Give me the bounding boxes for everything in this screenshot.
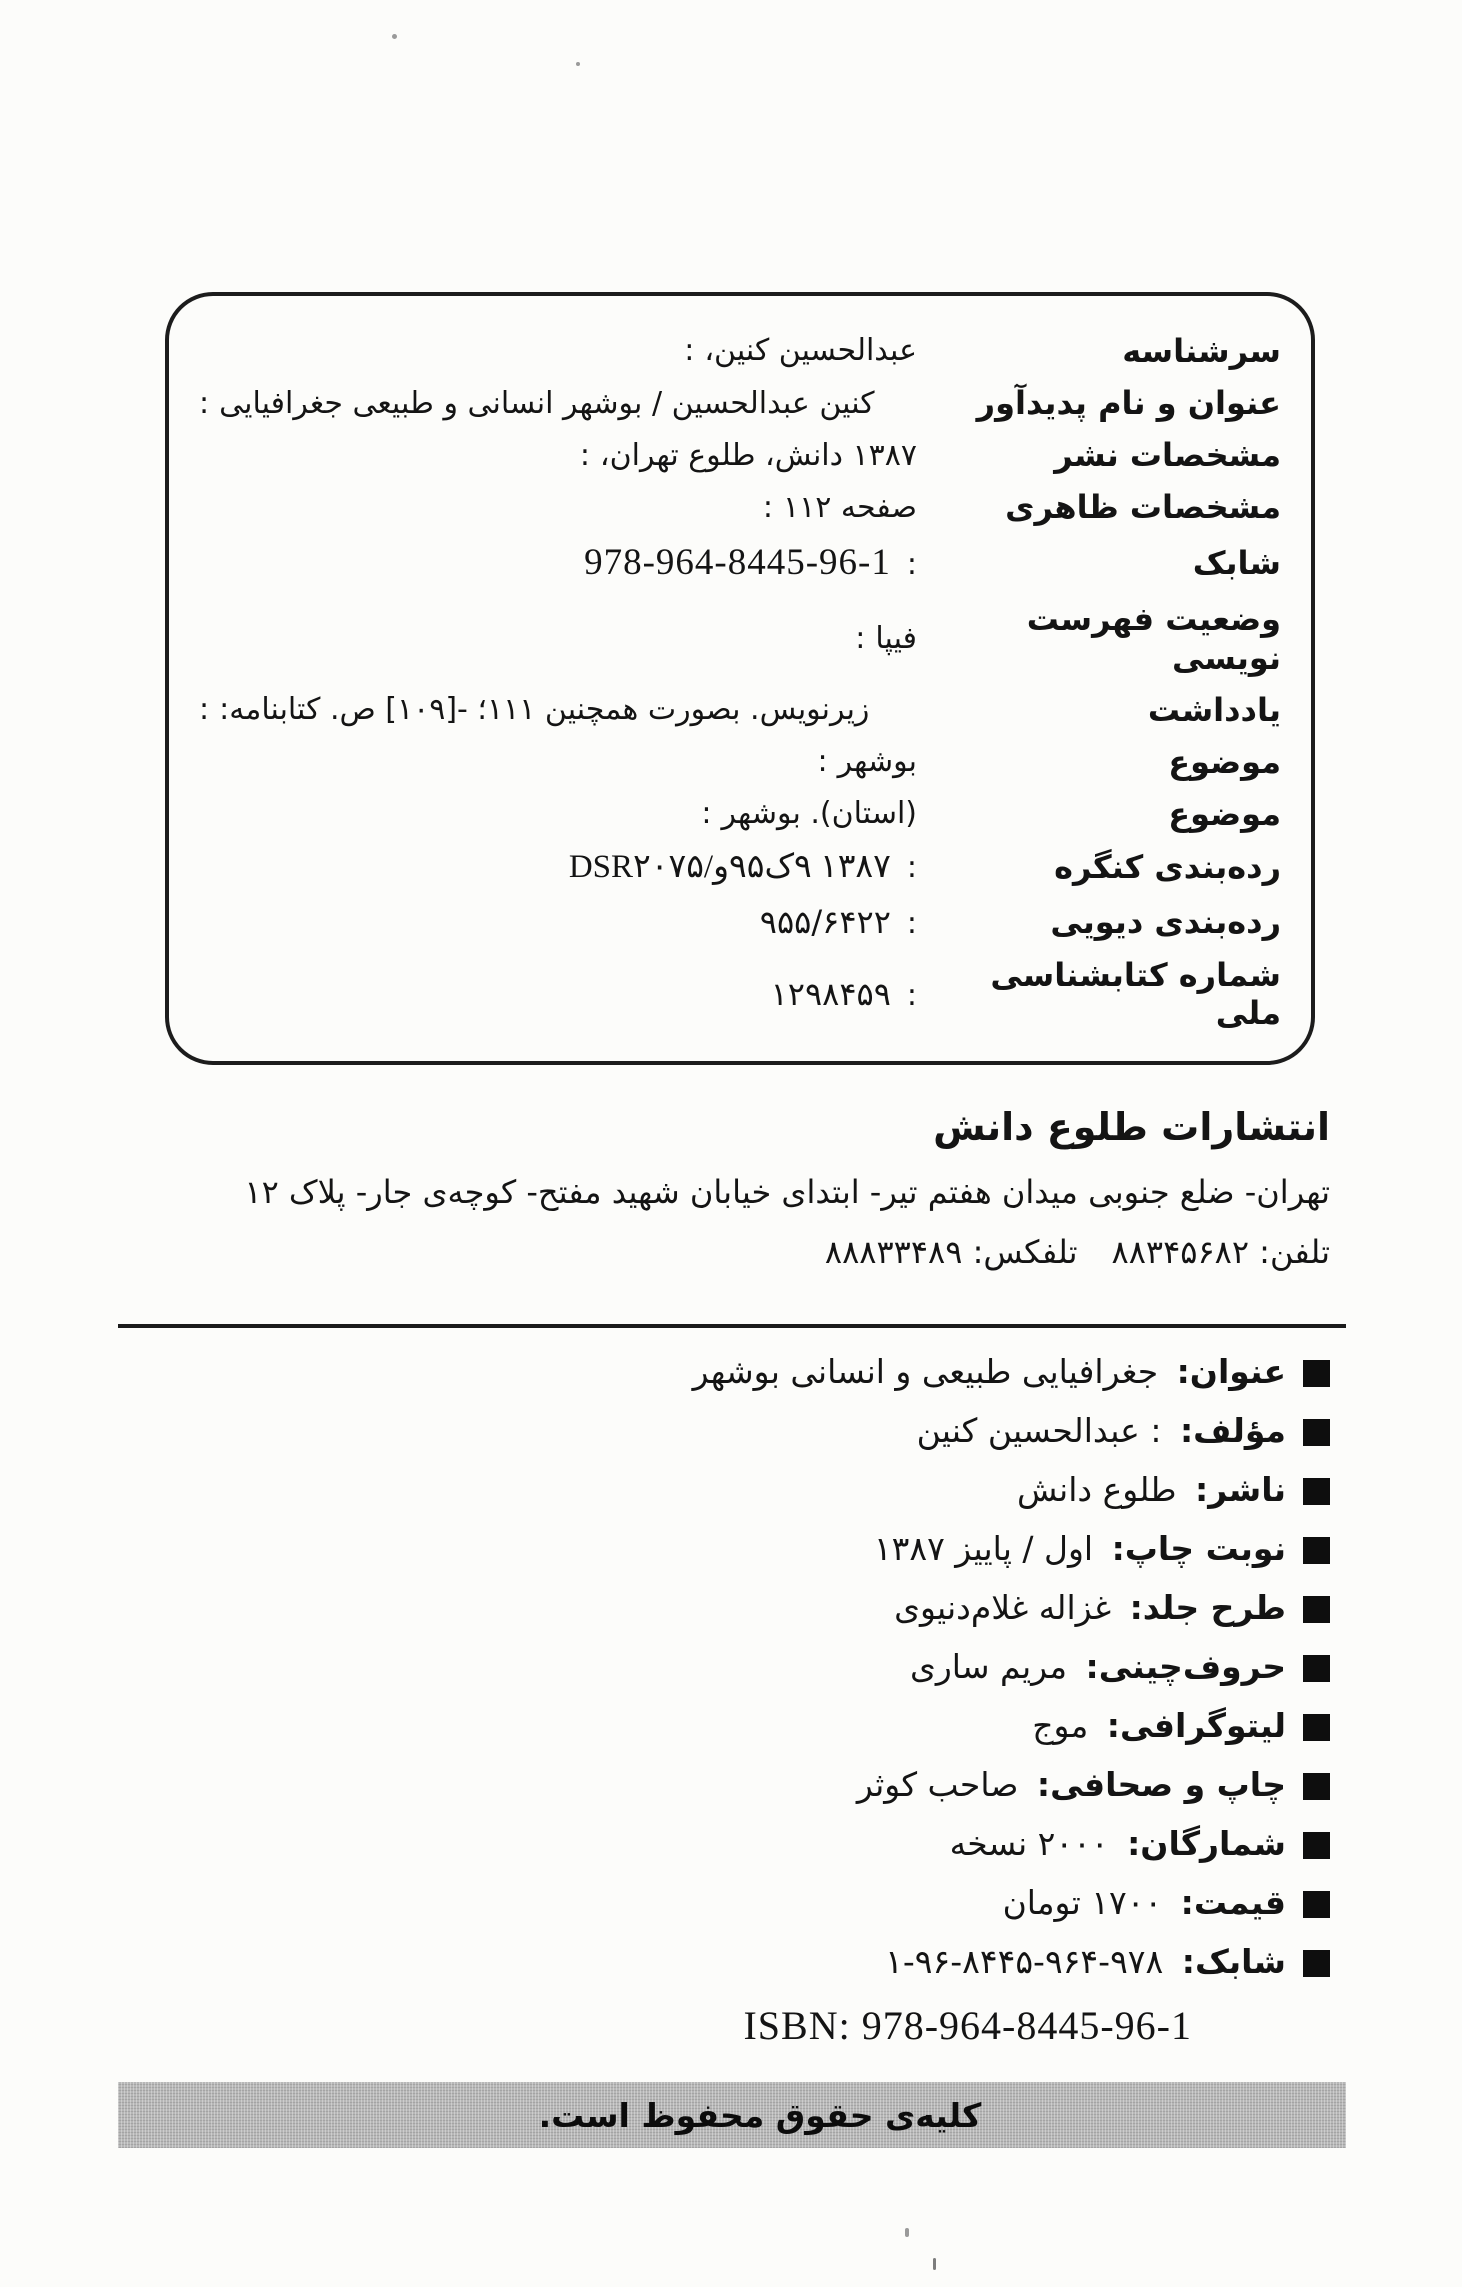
colophon-item-text: چاپ و صحافی: صاحب کوثر bbox=[856, 1765, 1286, 1804]
cip-field-value bbox=[199, 902, 931, 943]
rights-banner bbox=[118, 2082, 1346, 2148]
colophon-item-text: مؤلف: : عبدالحسین کنین bbox=[916, 1411, 1286, 1450]
colophon-item-publisher bbox=[120, 1470, 1330, 1510]
lc-call-number: DSR۲۰۷۵/و۹۵ک۹ ۱۳۸۷ bbox=[568, 848, 891, 885]
phone-label: تلفن: bbox=[1259, 1233, 1330, 1271]
cip-field-value bbox=[199, 437, 931, 475]
cip-row-subject-1 bbox=[199, 743, 1283, 781]
colon: : bbox=[906, 905, 917, 941]
cip-field-value bbox=[199, 743, 931, 781]
cip-row-physical bbox=[199, 488, 1283, 526]
cip-field-label: موضوع bbox=[1168, 794, 1281, 833]
cip-field-label: سرشناسه bbox=[1122, 332, 1281, 370]
colophon-item-print-run bbox=[120, 1824, 1330, 1864]
colon: : bbox=[684, 333, 695, 369]
cip-field-value bbox=[199, 974, 931, 1015]
cip-value-text: بوشهر (استان). bbox=[721, 796, 917, 832]
cip-value-text: جغرافیایی طبیعی و انسانی بوشهر / عبدالحسین کنین bbox=[219, 385, 875, 421]
cip-field-value bbox=[199, 385, 931, 423]
square-bullet-icon bbox=[1303, 1478, 1330, 1505]
colophon-list bbox=[120, 1352, 1330, 2001]
rights-notice: کلیه‌ی حقوق محفوظ است. bbox=[538, 2095, 982, 2135]
square-bullet-icon bbox=[1303, 1714, 1330, 1741]
cip-value-text: فیپا bbox=[875, 620, 917, 656]
cip-field-label: وضعیت فهرست نویسی bbox=[1026, 600, 1281, 677]
scan-speck bbox=[576, 62, 580, 66]
isbn-number: 978-964-8445-96-1 bbox=[584, 542, 891, 584]
square-bullet-icon bbox=[1303, 1891, 1330, 1918]
colophon-item-title bbox=[120, 1352, 1330, 1392]
colon: : bbox=[199, 385, 210, 421]
colophon-item-text: حروف‌چینی: مریم ساری bbox=[910, 1647, 1286, 1686]
cip-value-text: بوشهر bbox=[837, 744, 917, 780]
national-bib-number: ۱۲۹۸۴۵۹ bbox=[770, 975, 891, 1014]
colon: : bbox=[855, 620, 866, 656]
colophon-item-text: ناشر: طلوع دانش bbox=[1016, 1470, 1286, 1509]
cip-field-label: رده‌بندی دیویی bbox=[1050, 902, 1281, 941]
cip-field-value bbox=[199, 620, 931, 658]
publisher-phone bbox=[120, 1233, 1330, 1271]
fax-label: تلفکس: bbox=[972, 1233, 1078, 1271]
cip-field-value bbox=[199, 795, 931, 833]
cip-field-value bbox=[199, 489, 931, 527]
colophon-item-edition bbox=[120, 1529, 1330, 1569]
cip-field-label: مشخصات نشر bbox=[1054, 436, 1281, 475]
colophon-item-cover-design bbox=[120, 1588, 1330, 1628]
colon: : bbox=[906, 547, 917, 583]
colophon-item-price bbox=[120, 1883, 1330, 1923]
cip-row-note bbox=[199, 691, 1283, 729]
cip-value-text: ۱۱۲ صفحه bbox=[783, 489, 917, 525]
colophon-item-printing-binding bbox=[120, 1765, 1330, 1805]
colon: : bbox=[762, 489, 773, 525]
cip-row-title-author bbox=[199, 384, 1283, 422]
cip-row-publication bbox=[199, 436, 1283, 474]
scan-speck bbox=[905, 2228, 909, 2237]
scan-speck bbox=[933, 2258, 936, 2270]
colon: : bbox=[906, 849, 917, 885]
phone-number: ۸۸۳۴۵۶۸۲ bbox=[1111, 1233, 1249, 1271]
cip-row-national-bibliography bbox=[199, 956, 1283, 1033]
cip-row-subject-2 bbox=[199, 795, 1283, 833]
cip-row-isbn bbox=[199, 540, 1283, 586]
cip-field-label: عنوان و نام پدیدآور bbox=[976, 384, 1281, 423]
colophon-item-text: عنوان: جغرافیایی طبیعی و انسانی بوشهر bbox=[692, 1352, 1286, 1391]
cip-field-value bbox=[199, 540, 931, 586]
colophon-item-text: طرح جلد: غزاله غلام‌دنیوی bbox=[894, 1588, 1286, 1627]
cip-value-text: تهران، طلوع دانش، ۱۳۸۷ bbox=[599, 437, 917, 473]
cip-field-value bbox=[199, 332, 931, 370]
colophon-item-isbn bbox=[120, 1942, 1330, 1982]
isbn-latin-line: ISBN: 978-964-8445-96-1 bbox=[743, 2003, 1192, 2048]
square-bullet-icon bbox=[1303, 1950, 1330, 1977]
colophon-item-text: نوبت چاپ: اول / پاییز ۱۳۸۷ bbox=[873, 1529, 1286, 1568]
cip-box bbox=[165, 292, 1315, 1065]
separator-rule bbox=[118, 1324, 1346, 1328]
colon: : bbox=[701, 796, 712, 832]
colophon-item-text: شابک: ۹۷۸-۹۶۴-۸۴۴۵-۹۶-۱ bbox=[885, 1942, 1286, 1981]
fax-number: ۸۸۸۳۳۴۸۹ bbox=[824, 1233, 963, 1271]
publisher-name: انتشارات طلوع دانش bbox=[933, 1105, 1330, 1149]
publisher-address: تهران- ضلع جنوبی میدان هفتم تیر- ابتدای خیابان شهید مفتح- کوچه‌ی جار- پلاک ۱۲ bbox=[244, 1173, 1330, 1211]
colophon-item-lithography bbox=[120, 1706, 1330, 1746]
colophon-item-author bbox=[120, 1411, 1330, 1451]
square-bullet-icon bbox=[1303, 1537, 1330, 1564]
cip-field-label: شابک bbox=[1192, 544, 1281, 583]
cip-field-label: موضوع bbox=[1168, 742, 1281, 781]
colophon-item-typesetting bbox=[120, 1647, 1330, 1687]
cip-row-lc-classification bbox=[199, 847, 1283, 888]
square-bullet-icon bbox=[1303, 1360, 1330, 1387]
square-bullet-icon bbox=[1303, 1655, 1330, 1682]
scan-speck bbox=[392, 34, 397, 39]
publisher-block bbox=[120, 1105, 1330, 1271]
cip-field-label: شماره کتابشناسی ملی bbox=[990, 956, 1281, 1033]
cip-row-sarshenaseh bbox=[199, 332, 1283, 370]
colon: : bbox=[906, 978, 917, 1014]
colon: : bbox=[817, 744, 828, 780]
cip-value-text: کنین، عبدالحسین bbox=[704, 333, 917, 369]
cip-field-label: رده‌بندی کنگره bbox=[1054, 848, 1281, 887]
cip-field-value bbox=[199, 847, 931, 888]
colophon-item-text: قیمت: ۱۷۰۰ تومان bbox=[1002, 1883, 1286, 1922]
square-bullet-icon bbox=[1303, 1419, 1330, 1446]
square-bullet-icon bbox=[1303, 1773, 1330, 1800]
colon: : bbox=[199, 692, 210, 728]
colon: : bbox=[579, 437, 590, 473]
cip-field-label: مشخصات ظاهری bbox=[1005, 488, 1281, 527]
cip-row-dewey bbox=[199, 902, 1283, 943]
cip-field-value bbox=[199, 691, 931, 729]
square-bullet-icon bbox=[1303, 1832, 1330, 1859]
cip-value-text: کتابنامه: ص. [۱۰۹]- ۱۱۱؛ همچنین بصورت زیرنویس. bbox=[219, 692, 870, 728]
cip-field-label: یادداشت bbox=[1147, 690, 1281, 729]
dewey-number: ۹۵۵/۶۴۲۲ bbox=[759, 902, 891, 941]
cip-row-cataloging-status bbox=[199, 600, 1283, 677]
colophon-item-text: شمارگان: ۲۰۰۰ نسخه bbox=[949, 1824, 1286, 1863]
colophon-item-text: لیتوگرافی: موج bbox=[1032, 1706, 1286, 1745]
square-bullet-icon bbox=[1303, 1596, 1330, 1623]
